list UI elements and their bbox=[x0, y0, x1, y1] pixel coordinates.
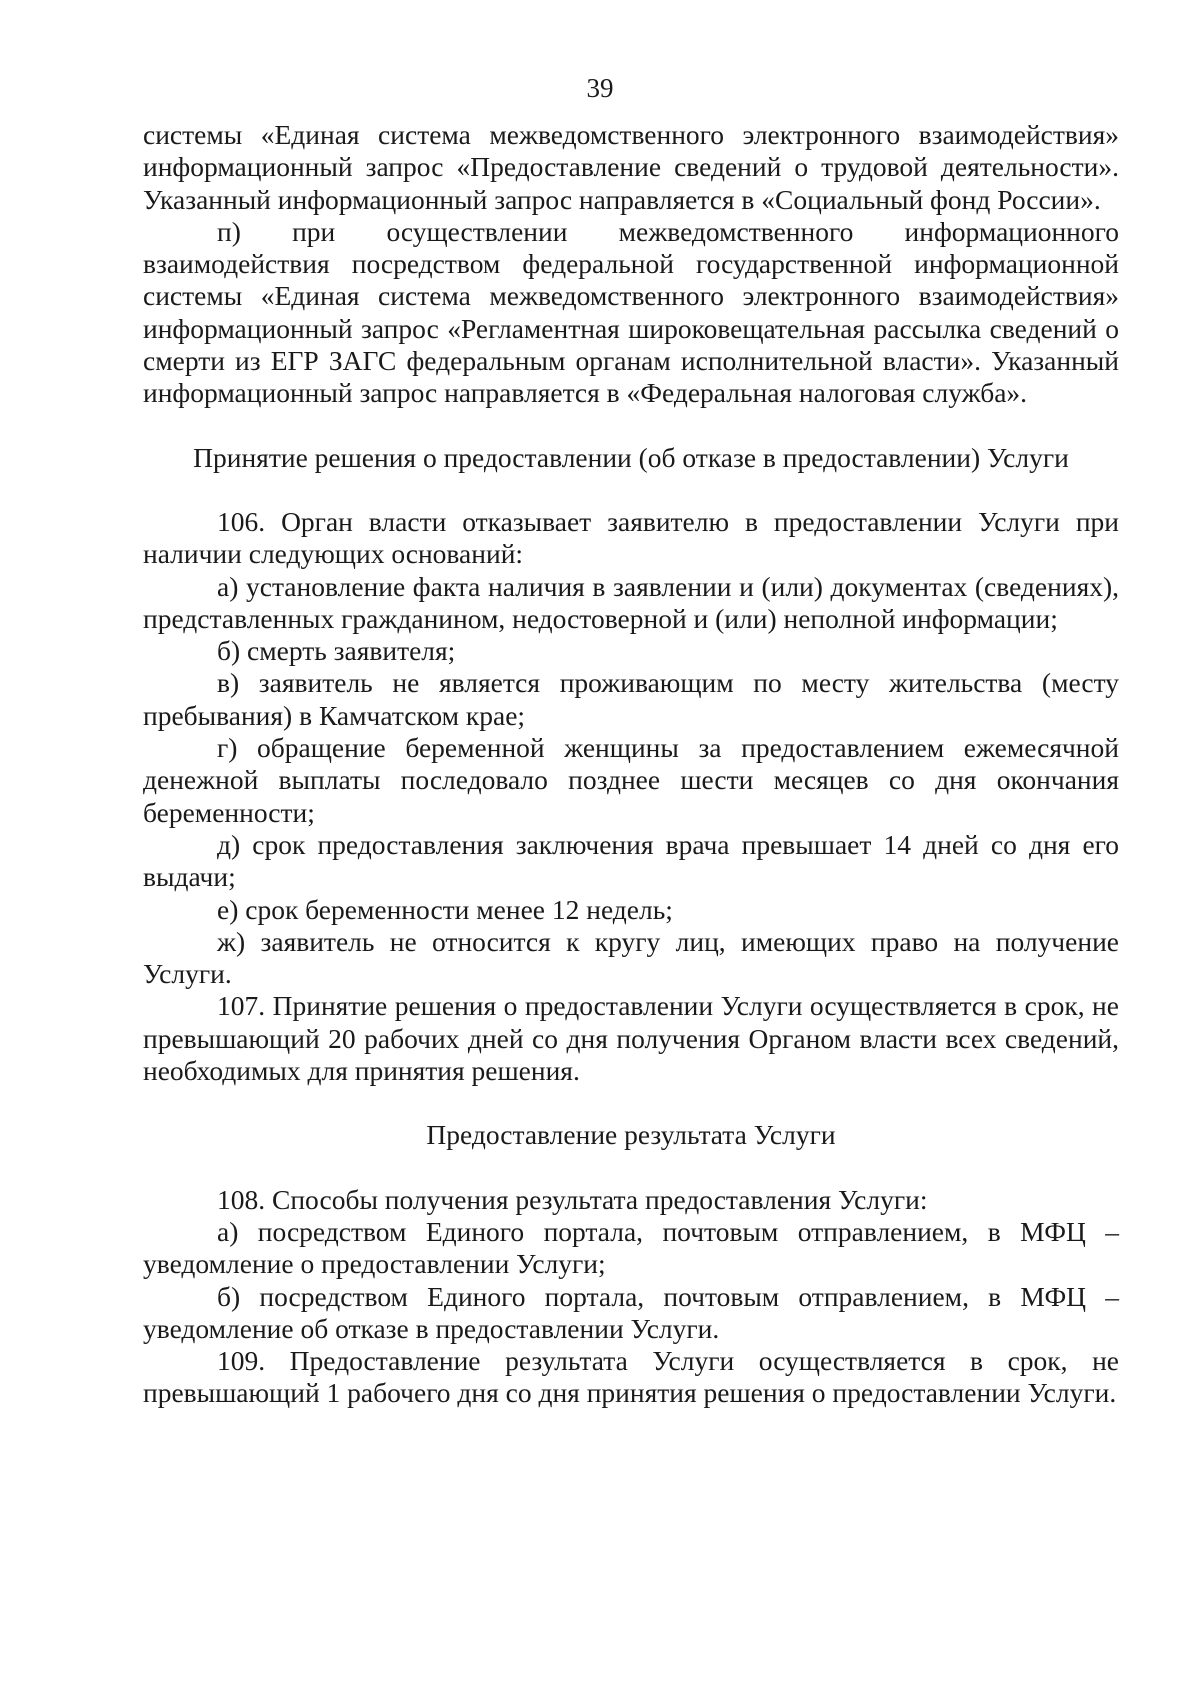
paragraph-106-d: д) срок предоставления заключения врача превышает 14 дней со дня его выдачи; bbox=[143, 828, 1119, 893]
page-number: 39 bbox=[586, 73, 614, 103]
paragraph-107: 107. Принятие решения о предоставлении Услуги осуществляется в срок, не превышающий 20 рабочих дней со дня получения Органом власти всех сведений, необходимых для принятия решения. bbox=[143, 990, 1119, 1087]
paragraph-item-p: п) при осуществлении межведомственного информационного взаимодействия посредством федеральной государственной информационной системы «Единая система межведомственного электронного взаимодействия» информационный запрос «Регламентная широковещательная рассылка сведений о смерти из ЕГР ЗАГС федеральным органам исполнительной власти». Указанный информационный запрос направляется в «Федеральная налоговая служба». bbox=[143, 215, 1119, 409]
paragraph-106-v: в) заявитель не является проживающим по месту жительства (месту пребывания) в Камчатском крае; bbox=[143, 667, 1119, 731]
paragraph-109: 109. Предоставление результата Услуги осуществляется в срок, не превышающий 1 рабочего дня со дня принятия решения о предоставлении Услуги. bbox=[143, 1345, 1119, 1409]
paragraph-continuation: системы «Единая система межведомственного электронного взаимодействия» информационный запрос «Предоставление сведений о трудовой деятельности». Указанный информационный запрос направляется в «Социальный фонд России». bbox=[143, 119, 1119, 215]
paragraph-106-e: е) срок беременности менее 12 недель; bbox=[217, 893, 673, 925]
paragraph-106: 106. Орган власти отказывает заявителю в предоставлении Услуги при наличии следующих оснований: bbox=[143, 505, 1119, 570]
paragraph-106-a: а) установление факта наличия в заявлении и (или) документах (сведениях), представленных гражданином, недостоверной и (или) неполной информации; bbox=[143, 570, 1119, 634]
paragraph-106-g: г) обращение беременной женщины за предоставлением ежемесячной денежной выплаты последовало позднее шести месяцев со дня окончания беременности; bbox=[143, 732, 1119, 828]
section-heading-result: Предоставление результата Услуги bbox=[426, 1119, 836, 1151]
document-body bbox=[143, 119, 1119, 1410]
paragraph-108-a: а) посредством Единого портала, почтовым отправлением, в МФЦ – уведомление о предоставлении Услуги; bbox=[143, 1215, 1119, 1280]
paragraph-106-zh: ж) заявитель не относится к кругу лиц, имеющих право на получение Услуги. bbox=[143, 925, 1119, 990]
section-heading-decision: Принятие решения о предоставлении (об отказе в предоставлении) Услуги bbox=[193, 441, 1069, 473]
paragraph-108: 108. Способы получения результата предоставления Услуги: bbox=[217, 1183, 928, 1215]
paragraph-108-b: б) посредством Единого портала, почтовым отправлением, в МФЦ – уведомление об отказе в предоставлении Услуги. bbox=[143, 1280, 1119, 1344]
paragraph-106-b: б) смерть заявителя; bbox=[217, 635, 456, 667]
